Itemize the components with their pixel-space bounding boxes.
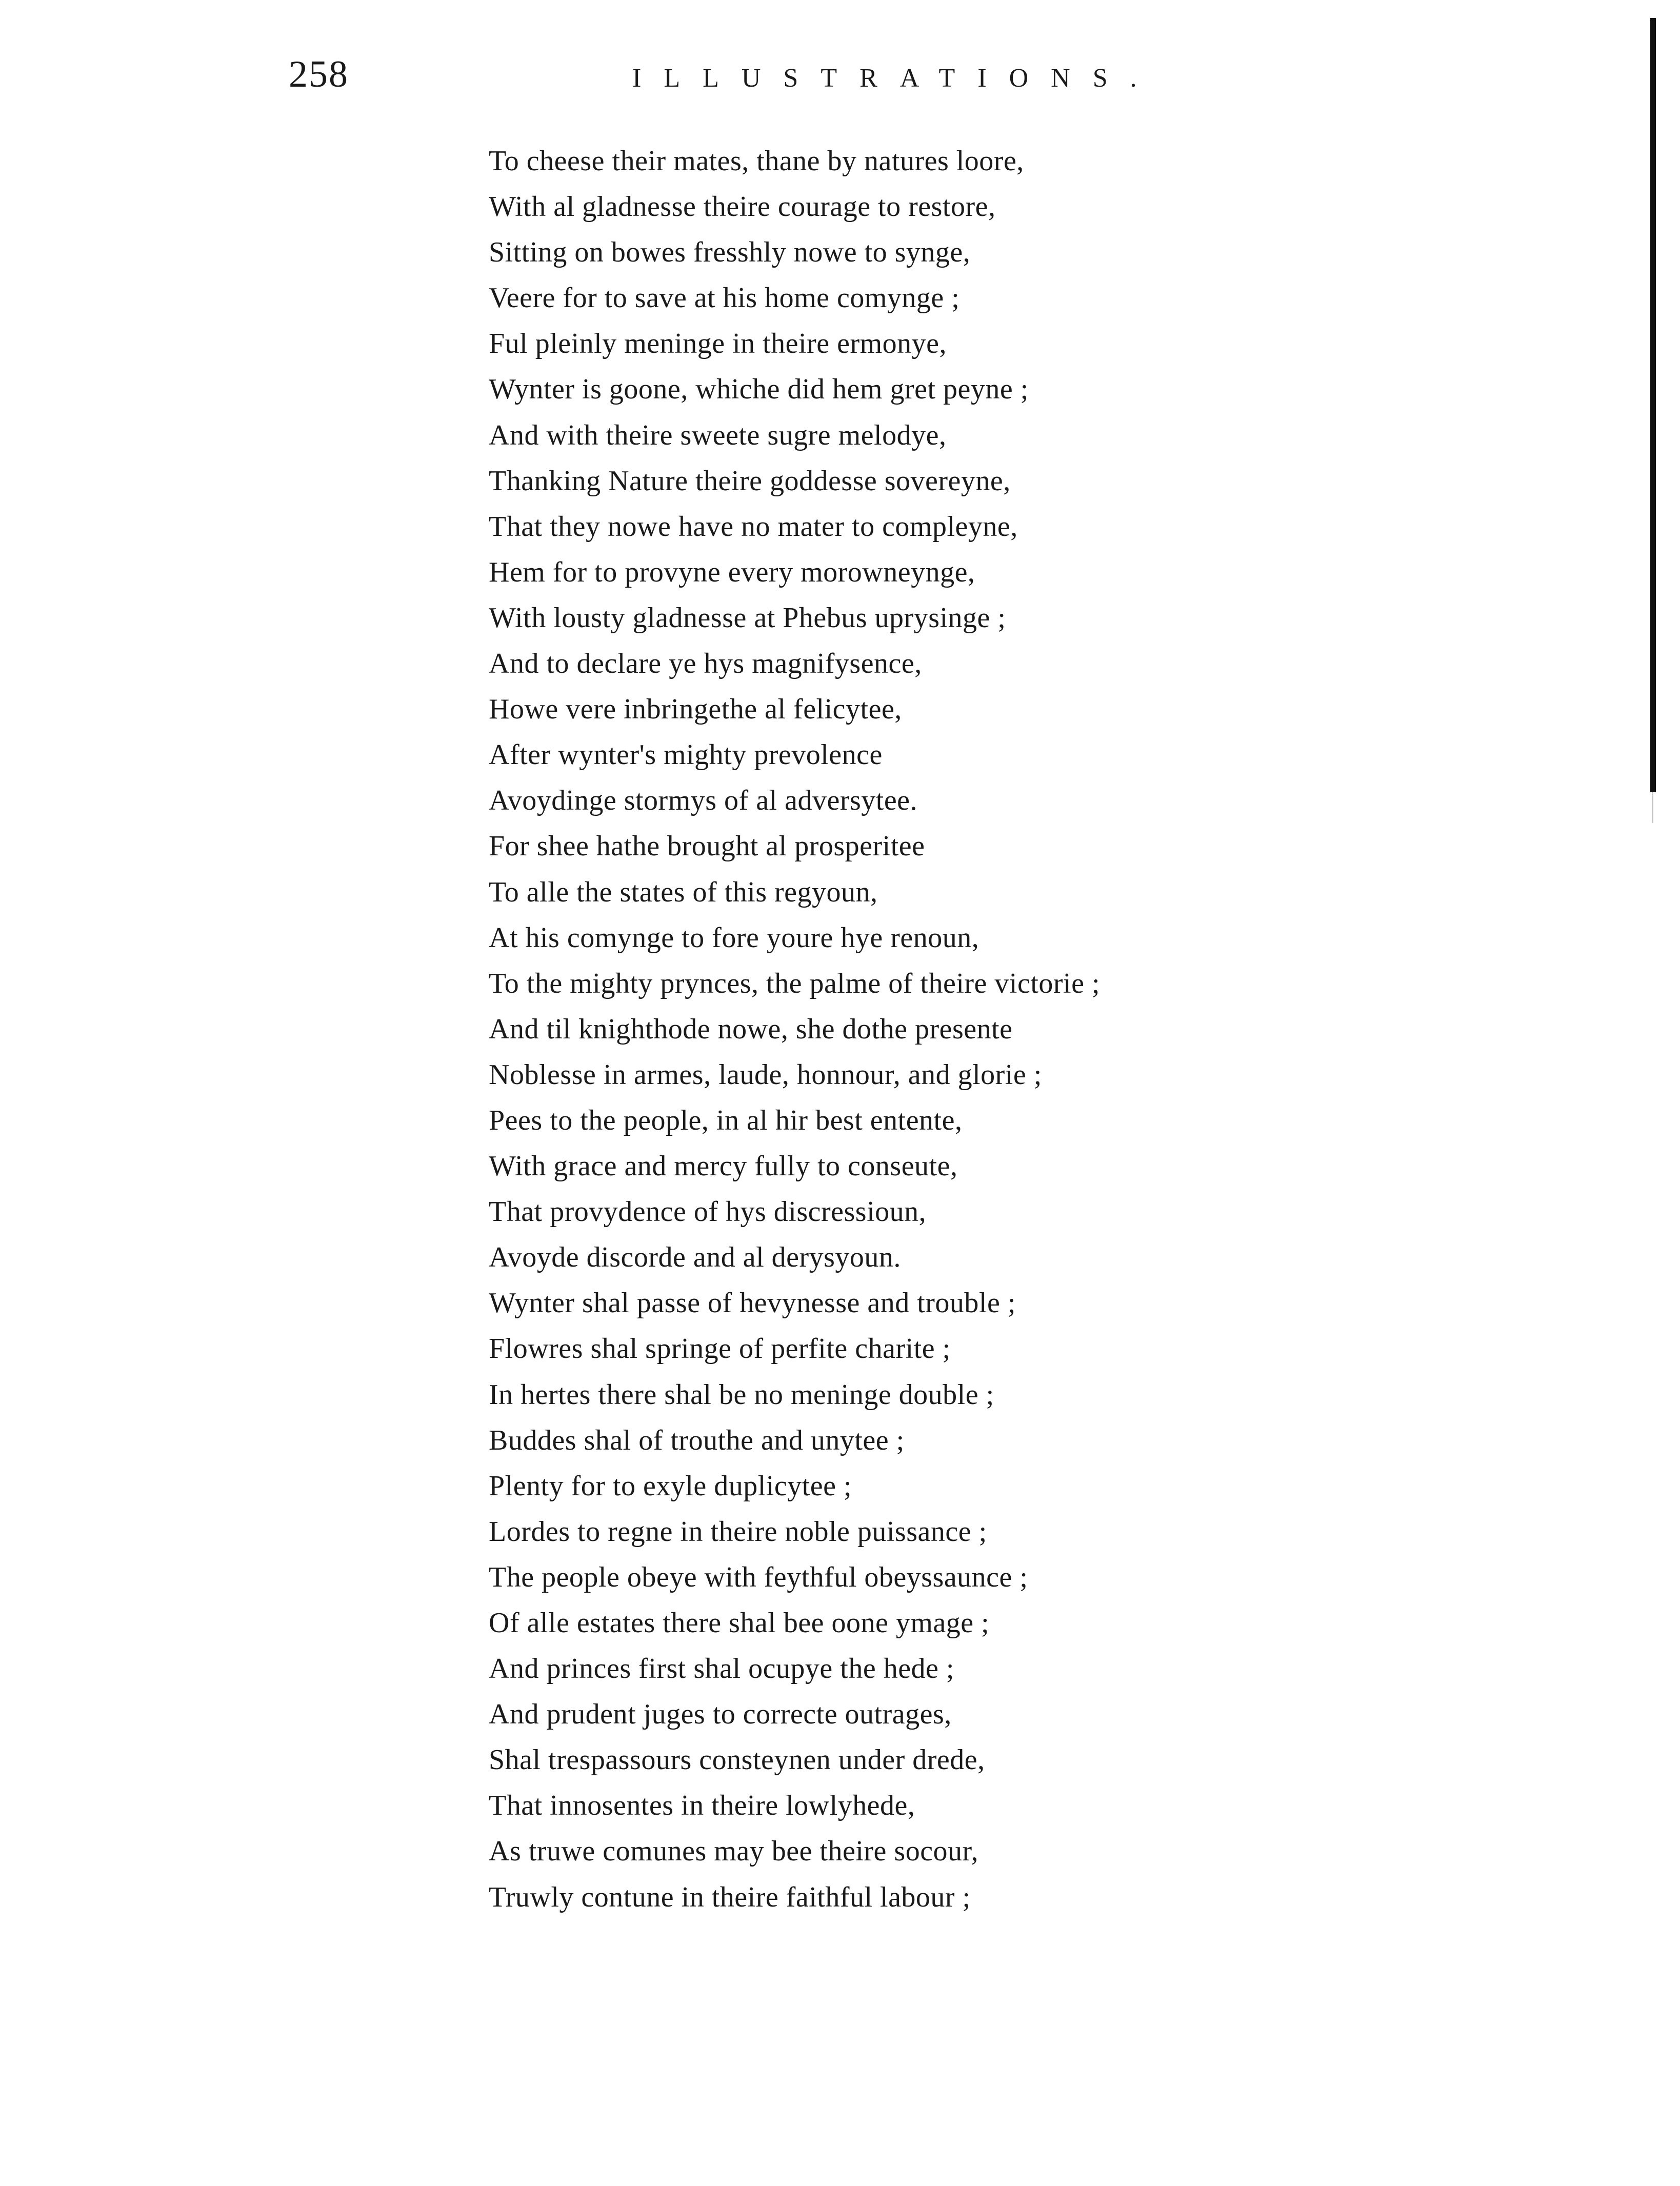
verse-line: Truwly contune in theire faithful labour ;: [489, 1881, 971, 1913]
verse-line: After wynter's mighty prevolence: [489, 739, 883, 771]
verse-line: Shal trespassours consteynen under drede,: [489, 1744, 985, 1776]
verse-line: Veere for to save at his home comynge ;: [489, 282, 960, 314]
verse-line: Of alle estates there shal bee oone ymage ;: [489, 1607, 990, 1639]
verse-line: Avoydinge stormys of al adversytee.: [489, 785, 918, 817]
verse-line: To alle the states of this regyoun,: [489, 876, 878, 908]
verse-line: With grace and mercy fully to conseute,: [489, 1150, 958, 1182]
page-header: [0, 49, 1680, 100]
verse-line: And with theire sweete sugre melodye,: [489, 419, 947, 451]
verse-line: The people obeye with feythful obeyssaunce ;: [489, 1561, 1028, 1593]
verse-line: Plenty for to exyle duplicytee ;: [489, 1470, 852, 1502]
verse-line: And prudent juges to correcte outrages,: [489, 1698, 952, 1731]
verse-line: And to declare ye hys magnifysence,: [489, 648, 922, 680]
verse-line: That innosentes in theire lowlyhede,: [489, 1790, 915, 1822]
verse-line: Wynter is goone, whiche did hem gret peyne ;: [489, 373, 1029, 406]
verse-line: With lousty gladnesse at Phebus uprysinge ;: [489, 601, 1006, 634]
verse-line: Howe vere inbringethe al felicytee,: [489, 693, 902, 726]
page-number: 258: [289, 53, 349, 95]
page-edge-shadow: [1650, 18, 1656, 792]
verse-line: Wynter shal passe of hevynesse and trouble ;: [489, 1287, 1016, 1319]
verse-line: With al gladnesse theire courage to restore,: [489, 191, 996, 223]
poem-text: [489, 138, 1100, 1920]
verse-line: And til knighthode nowe, she dothe presente: [489, 1013, 1013, 1045]
verse-line: Avoyde discorde and al derysyoun.: [489, 1241, 901, 1274]
verse-line: As truwe comunes may bee theire socour,: [489, 1835, 978, 1868]
page-edge-shadow-faint: [1652, 792, 1653, 823]
verse-line: Hem for to provyne every morowneynge,: [489, 556, 975, 588]
verse-line: Noblesse in armes, laude, honnour, and glorie ;: [489, 1058, 1042, 1091]
verse-line: Ful pleinly meninge in theire ermonye,: [489, 328, 947, 360]
verse-line: Lordes to regne in theire noble puissance ;: [489, 1515, 987, 1548]
verse-line: That provydence of hys discressioun,: [489, 1196, 927, 1228]
verse-line: And princes first shal ocupye the hede ;: [489, 1653, 954, 1685]
verse-line: That they nowe have no mater to compleyne,: [489, 510, 1018, 543]
verse-line: At his comynge to fore youre hye renoun,: [489, 921, 979, 954]
verse-line: To the mighty prynces, the palme of theire victorie ;: [489, 967, 1100, 999]
running-title: ILLUSTRATIONS.: [632, 64, 1159, 93]
verse-line: Buddes shal of trouthe and unytee ;: [489, 1424, 905, 1456]
verse-line: To cheese their mates, thane by natures loore,: [489, 145, 1024, 177]
verse-line: For shee hathe brought al prosperitee: [489, 830, 925, 863]
verse-line: Flowres shal springe of perfite charite ;: [489, 1333, 951, 1365]
verse-line: Sitting on bowes fresshly nowe to synge,: [489, 236, 971, 269]
verse-line: In hertes there shal be no meninge double ;: [489, 1378, 994, 1411]
verse-line: Thanking Nature theire goddesse sovereyne,: [489, 465, 1011, 497]
verse-line: Pees to the people, in al hir best entente,: [489, 1104, 963, 1136]
